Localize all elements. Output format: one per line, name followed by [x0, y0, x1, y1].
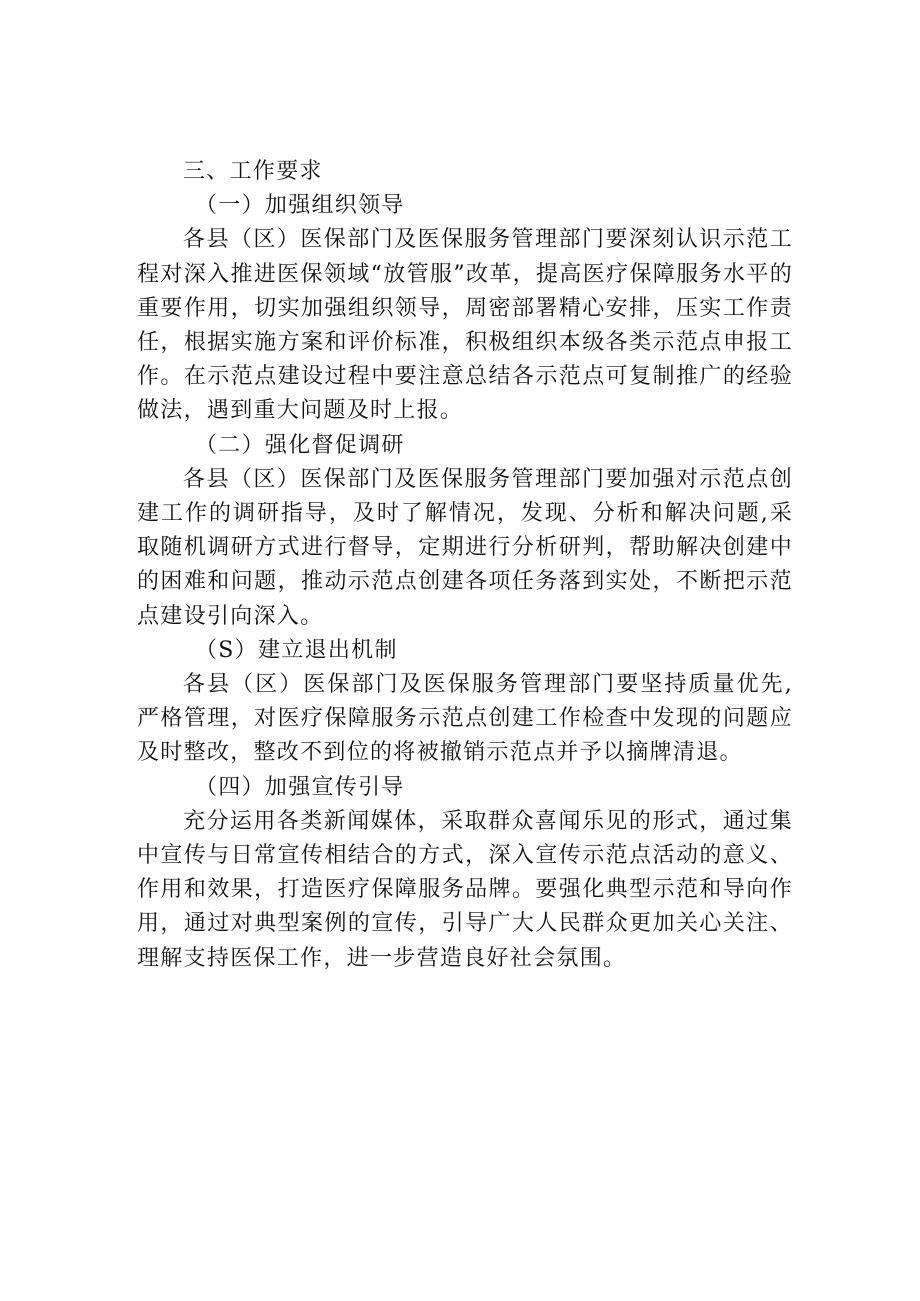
subsection-heading-4: （四）加强宣传引导 [195, 774, 405, 800]
subsection-heading-1: （一）加强组织领导 [195, 193, 405, 219]
subsection-heading-3: （S）建立退出机制 [195, 637, 398, 663]
section-title: 三、工作要求 [183, 159, 323, 184]
document-body [137, 155, 793, 976]
subsection-paragraph-2: 各县（区）医保部门及医保服务管理部门要加强对示范点创建工作的调研指导，及时了解情况，发现、分析和解决问题,采取随机调研方式进行督导，定期进行分析研判，帮助解决创建中的困难和问题，推动示范点创建各项任务落到实处，不断把示范点建设引向深入。 [137, 466, 793, 629]
subsection-heading-2: （二）强化督促调研 [195, 432, 405, 458]
subsection-paragraph-4: 充分运用各类新闻媒体，采取群众喜闻乐见的形式，通过集中宣传与日常宣传相结合的方式，深入宣传示范点活动的意义、作用和效果，打造医疗保障服务品牌。要强化典型示范和导向作用，通过对典型案例的宣传，引导广大人民群众更加关心关注、理解支持医保工作，进一步营造良好社会氛围。 [137, 808, 793, 971]
subsection-paragraph-3: 各县（区）医保部门及医保服务管理部门要坚持质量优先,严格管理，对医疗保障服务示范点创建工作检查中发现的问题应及时整改，整改不到位的将被撤销示范点并予以摘牌清退。 [137, 672, 793, 766]
subsection-paragraph-1: 各县（区）医保部门及医保服务管理部门要深刻认识示范工程对深入推进医保领域“放管服”改革，提高医疗保障服务水平的重要作用，切实加强组织领导，周密部署精心安排，压实工作责任，根据实施方案和评价标准，积极组织本级各类示范点申报工作。在示范点建设过程中要注意总结各示范点可复制推广的经验做法，遇到重大问题及时上报。 [137, 227, 793, 424]
